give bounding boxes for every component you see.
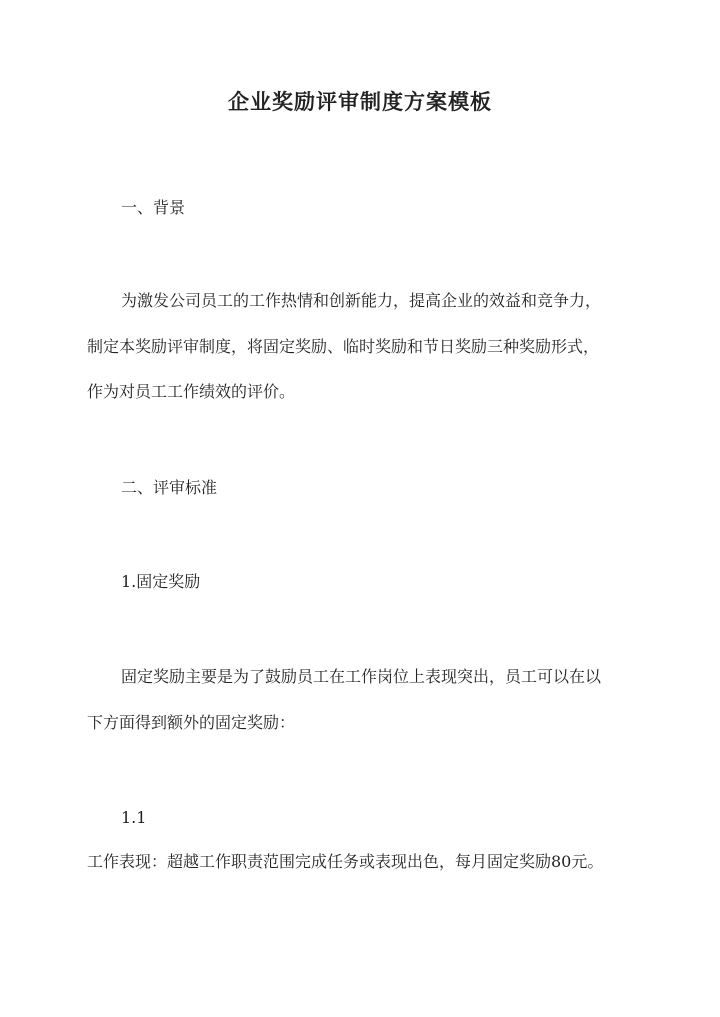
subheading-fixed-reward: 1.固定奖励 xyxy=(121,572,201,591)
paragraph-line: 制定本奖励评审制度，将固定奖励、临时奖励和节日奖励三种奖励形式， xyxy=(87,337,600,356)
paragraph-line: 作为对员工工作绩效的评价。 xyxy=(87,382,296,401)
item-number: 1.1 xyxy=(121,808,147,827)
paragraph-line: 为激发公司员工的工作热情和创新能力，提高企业的效益和竞争力， xyxy=(121,291,602,310)
paragraph-line: 固定奖励主要是为了鼓励员工在工作岗位上表现突出，员工可以在以 xyxy=(121,667,602,686)
section-heading-criteria: 二、评审标准 xyxy=(121,478,218,497)
item-text: 工作表现：超越工作职责范围完成任务或表现出色，每月固定奖励80元。 xyxy=(87,852,604,871)
document-title: 企业奖励评审制度方案模板 xyxy=(228,89,492,114)
paragraph-line: 下方面得到额外的固定奖励： xyxy=(87,713,296,732)
section-heading-background: 一、背景 xyxy=(121,198,186,217)
